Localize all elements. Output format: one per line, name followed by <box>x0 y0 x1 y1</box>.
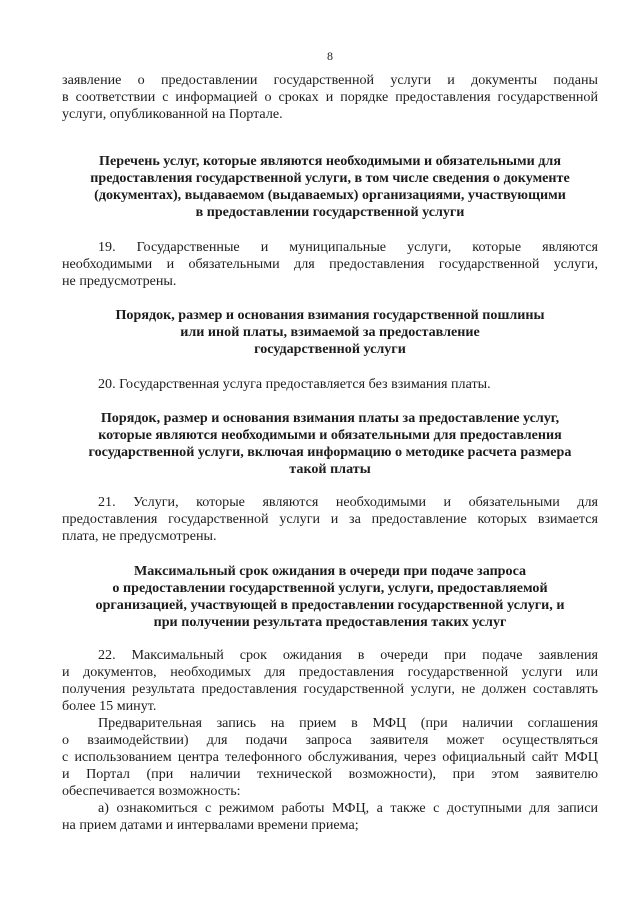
text-line: услуги, опубликованной на Портале. <box>62 106 283 122</box>
heading-line: такой платы <box>289 461 371 477</box>
heading-line: при получении результата предоставления таких услуг <box>153 614 507 630</box>
heading-line: Порядок, размер и основания взимания платы за предоставление услуг, <box>100 410 560 426</box>
text-line: более 15 минут. <box>62 698 157 714</box>
text-line: не предусмотрены. <box>62 273 177 289</box>
section-heading-state-fee <box>62 307 598 358</box>
text-line: необходимыми и обязательными для предоставления государственной услуги, <box>62 256 598 272</box>
text-line: а) ознакомиться с режимом работы МФЦ, а также с доступными для записи <box>98 800 598 816</box>
paragraph-preliminary-appointment <box>62 715 598 800</box>
text-line: с использованием центра телефонного обслуживания, через официальный сайт МФЦ <box>62 749 598 765</box>
intro-paragraph <box>62 72 598 123</box>
text-line: на прием датами и интервалами времени приема; <box>62 817 359 833</box>
paragraph-22 <box>62 647 598 715</box>
page-number: 8 <box>327 49 333 63</box>
text-line: и документов, необходимых для предоставления государственной услуги или <box>62 664 598 680</box>
document-page <box>62 0 598 905</box>
paragraph-20 <box>62 376 598 393</box>
section-heading-services-list <box>62 153 598 221</box>
text-line: в соответствии с информацией о сроках и порядке предоставления государственной <box>62 89 598 105</box>
heading-line: Перечень услуг, которые являются необходимыми и обязательными для <box>99 153 561 169</box>
text-line: 20. Государственная услуга предоставляется без взимания платы. <box>98 376 491 392</box>
text-line: и Портал (при наличии технической возможности), при этом заявителю <box>62 766 598 782</box>
text-line: Предварительная запись на прием в МФЦ (при наличии соглашения <box>98 715 598 731</box>
text-line: получения результата предоставления государственной услуги, не должен составлять <box>62 681 598 697</box>
heading-line: государственной услуги, включая информацию о методике расчета размера <box>88 444 572 460</box>
heading-line: которые являются необходимыми и обязательными для предоставления <box>98 427 562 443</box>
paragraph-19 <box>62 239 598 290</box>
heading-line: организацией, участвующей в предоставлении государственной услуги, и <box>95 597 565 613</box>
text-line: предоставления государственной услуги и за предоставление которых взимается <box>62 511 598 527</box>
text-line: 21. Услуги, которые являются необходимыми и обязательными для <box>98 494 598 510</box>
heading-line: (документах), выдаваемом (выдаваемых) организациями, участвующими <box>94 187 566 203</box>
heading-line: в предоставлении государственной услуги <box>195 204 465 220</box>
paragraph-21 <box>62 494 598 545</box>
heading-line: Максимальный срок ожидания в очереди при подаче запроса <box>133 563 527 579</box>
text-line: обеспечивается возможность: <box>62 783 241 799</box>
section-heading-queue-time <box>62 563 598 631</box>
heading-line: предоставления государственной услуги, в том числе сведения о документе <box>90 170 570 186</box>
text-line: 19. Государственные и муниципальные услуги, которые являются <box>98 239 598 255</box>
text-line: плата, не предусмотрены. <box>62 528 217 544</box>
heading-line: о предоставлении государственной услуги, услуги, предоставляемой <box>112 580 548 596</box>
text-line: 22. Максимальный срок ожидания в очереди при подаче заявления <box>98 647 598 663</box>
text-line: заявление о предоставлении государственной услуги и документы поданы <box>62 72 598 88</box>
heading-line: или иной платы, взимаемой за предоставление <box>180 324 480 340</box>
text-line: о взаимодействии) для подачи запроса заявителя может осуществляться <box>62 732 598 748</box>
list-item-a <box>62 800 598 834</box>
section-heading-service-fees <box>62 410 598 478</box>
heading-line: Порядок, размер и основания взимания государственной пошлины <box>115 307 545 323</box>
heading-line: государственной услуги <box>254 341 406 357</box>
